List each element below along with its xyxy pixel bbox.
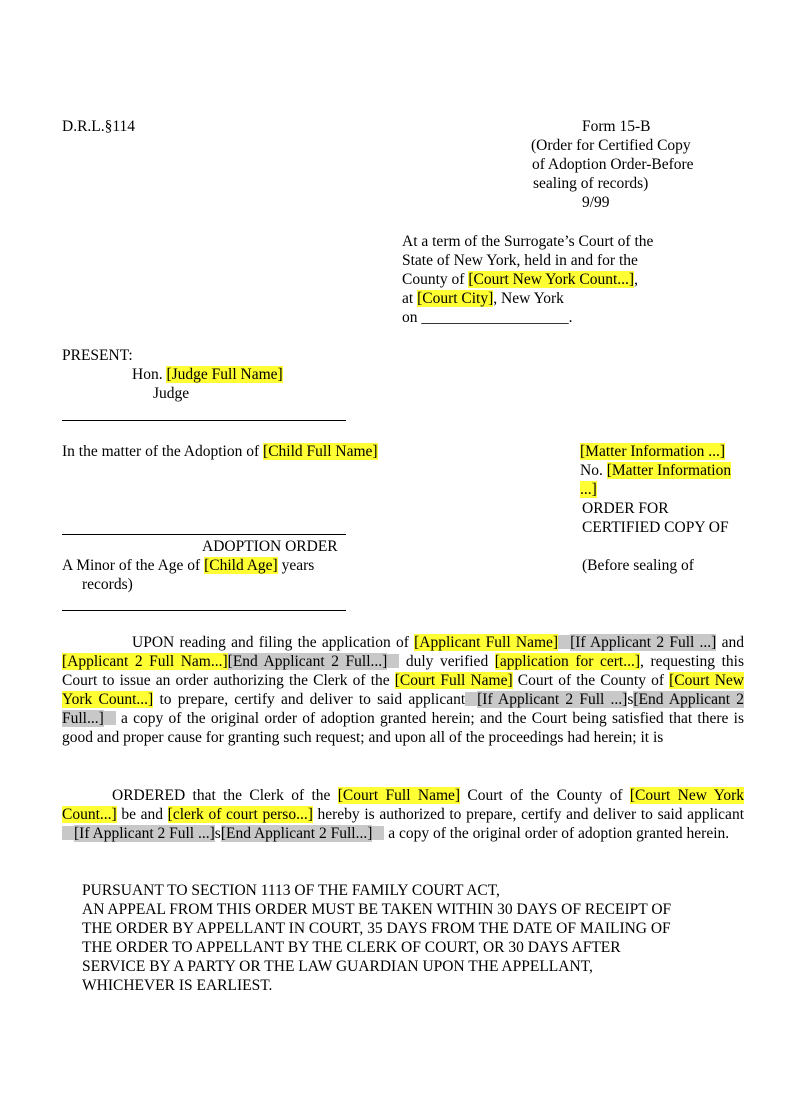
caption-city-line: at [Court City], New York — [402, 290, 564, 307]
child-name-field[interactable]: [Child Full Name] — [263, 443, 378, 460]
court-name-field-2[interactable]: [Court Full Name] — [337, 787, 461, 804]
statute-reference: D.R.L.§114 — [62, 118, 136, 135]
conditional-marker — [387, 654, 399, 668]
form-number: Form 15-B — [582, 118, 651, 135]
notice-line-1: PURSUANT TO SECTION 1113 OF THE FAMILY COURT ACT, — [82, 882, 500, 899]
form-date: 9/99 — [582, 194, 610, 211]
notice-line-4: THE ORDER TO APPELLANT BY THE CLERK OF COURT, OR 30 DAYS AFTER — [82, 939, 621, 956]
conditional-marker — [465, 692, 477, 706]
judge-title: Judge — [153, 385, 190, 402]
application-cert-field[interactable]: [application for cert...] — [494, 653, 641, 670]
form-description-line-3: sealing of records) — [533, 175, 649, 192]
divider-rule-1 — [62, 420, 346, 421]
court-county-field-2[interactable]: [Court New York Count...] — [62, 672, 744, 708]
caption-county-line: County of [Court New York Count...], — [402, 271, 638, 288]
caption-date-line: on ___________________. — [402, 309, 573, 326]
divider-rule-3 — [62, 610, 346, 611]
records-label: records) — [82, 576, 133, 593]
applicant-name-field[interactable]: [Applicant Full Name] — [414, 634, 559, 651]
end-applicant-2-field-2[interactable]: [End Applicant 2 Full...] — [62, 691, 744, 727]
appeal-notice — [82, 881, 772, 995]
judge-line: Hon. [Judge Full Name] — [132, 366, 283, 383]
order-title-line-1: ORDER FOR — [582, 500, 669, 517]
matter-number-field-cont — [580, 480, 597, 499]
minor-age-line: A Minor of the Age of [Child Age] years — [62, 557, 315, 574]
before-sealing-label: (Before sealing of — [582, 557, 694, 574]
matter-number-field-end[interactable]: ...] — [580, 481, 597, 498]
matter-info-field-1 — [580, 442, 725, 461]
adoption-order-label: ADOPTION ORDER — [202, 538, 338, 555]
notice-line-3: THE ORDER BY APPELLANT IN COURT, 35 DAYS FROM THE DATE OF MAILING OF — [82, 920, 671, 937]
notice-line-2: AN APPEAL FROM THIS ORDER MUST BE TAKEN WITHIN 30 DAYS OF RECEIPT OF — [82, 901, 672, 918]
present-label: PRESENT: — [62, 347, 133, 364]
end-applicant-2-field[interactable]: [End Applicant 2 Full...] — [227, 653, 388, 670]
notice-line-5: SERVICE BY A PARTY OR THE LAW GUARDIAN UPON THE APPELLANT, — [82, 958, 593, 975]
court-city-field[interactable]: [Court City] — [417, 290, 494, 307]
court-county-field-3[interactable]: [Court New York Count...] — [62, 787, 745, 823]
if-applicant-2-field-2[interactable]: [If Applicant 2 Full ...] — [477, 691, 628, 708]
matter-line: In the matter of the Adoption of [Child Full Name] — [62, 443, 378, 460]
order-title-line-2: CERTIFIED COPY OF — [582, 519, 729, 536]
court-name-field[interactable]: [Court Full Name] — [394, 672, 513, 689]
conditional-marker — [372, 826, 384, 840]
upon-reading-paragraph: UPON reading and filing the application of [Applicant Full Name] [If Applicant 2 Full ...] and [Applicant 2 Full Nam...][End Applicant 2 Full...] duly verified [application for cert...], requesting this Court to issue an order authorizing the Clerk of the [Court Full Name] Court of the County of [Court New York Count...] to prepare, certify and deliver to said applicant [If Applicant 2 Full ...]s[End Applicant 2 Full...] a copy of the original order of adoption granted herein; and the Court being satisfied that there is good and proper cause for granting such request; and upon all of the proceedings had herein; it is — [62, 634, 745, 746]
court-county-field[interactable]: [Court New York Count...] — [468, 271, 635, 288]
form-description-line-2: of Adoption Order-Before — [532, 156, 694, 173]
matter-number-line: No. [Matter Information — [580, 462, 732, 479]
judge-name-field[interactable]: [Judge Full Name] — [166, 366, 283, 383]
ordered-paragraph: ORDERED that the Clerk of the [Court Full Name] Court of the County of [Court New York Count...] be and [clerk of court perso...] hereby is authorized to prepare, certify and deliver to said applicant [If Applicant 2 Full ...]s[End Applicant 2 Full...] a copy of the original order of adoption granted herein. — [62, 787, 745, 842]
end-applicant-2-field-3[interactable]: [End Applicant 2 Full...] — [220, 825, 373, 842]
applicant-2-name-field[interactable]: [Applicant 2 Full Nam...] — [62, 653, 228, 670]
if-applicant-2-field[interactable]: [If Applicant 2 Full ...] — [570, 634, 717, 651]
clerk-of-court-field[interactable]: [clerk of court perso...] — [167, 806, 313, 823]
notice-line-6: WHICHEVER IS EARLIEST. — [82, 977, 273, 994]
matter-info-field[interactable]: [Matter Information ...] — [580, 443, 726, 460]
matter-number-field[interactable]: [Matter Information — [606, 462, 732, 479]
caption-line-1: At a term of the Surrogate’s Court of the — [402, 233, 654, 250]
conditional-marker — [558, 635, 570, 649]
caption-line-2: State of New York, held in and for the — [402, 252, 638, 269]
conditional-marker — [104, 711, 116, 725]
form-description-line-1: (Order for Certified Copy — [531, 137, 691, 154]
child-age-field[interactable]: [Child Age] — [204, 557, 278, 574]
if-applicant-2-field-3[interactable]: [If Applicant 2 Full ...] — [74, 825, 215, 842]
conditional-marker — [62, 826, 74, 840]
divider-rule-2 — [62, 534, 346, 535]
